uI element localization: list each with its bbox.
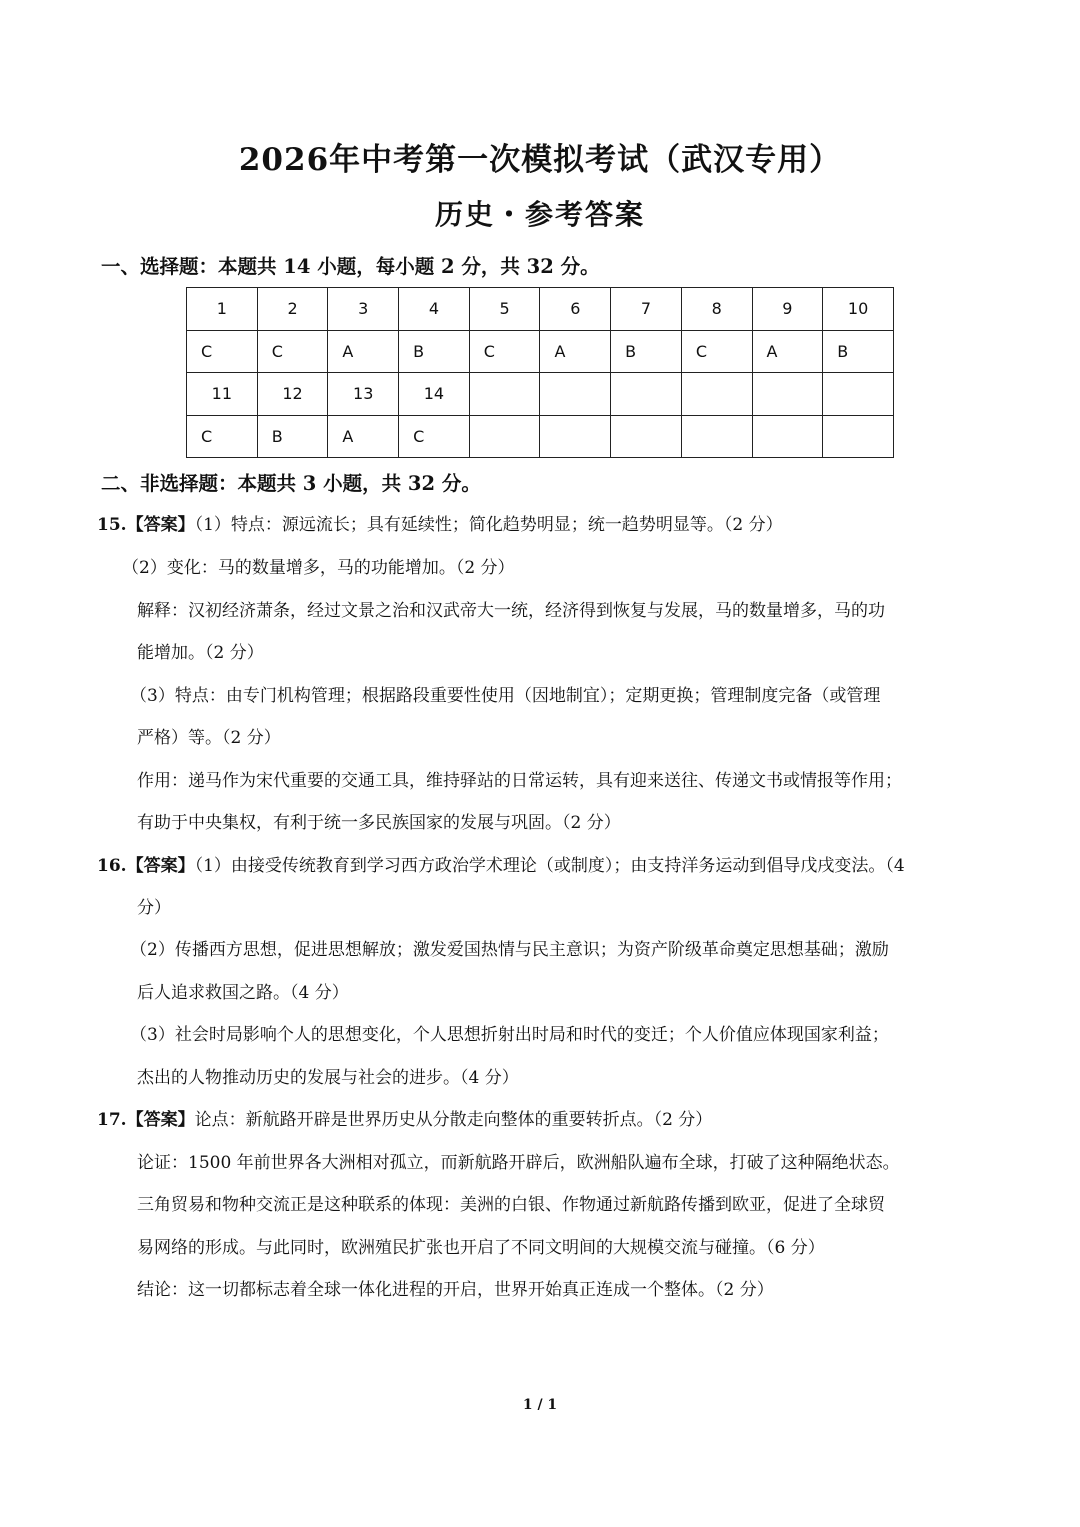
q16-line-6: 杰出的人物推动历史的发展与社会的进步。（4 分） — [137, 1068, 519, 1088]
q16-answer-tag: 【答案】 — [126, 856, 195, 876]
q15-line-1 — [97, 513, 783, 537]
answer-cell: B — [399, 330, 470, 373]
q15-line-6: 严格）等。（2 分） — [137, 728, 281, 748]
question-number-cell: 2 — [257, 288, 328, 331]
question-number-cell: 3 — [328, 288, 399, 331]
q17-line-4: 易网络的形成。与此同时，欧洲殖民扩张也开启了不同文明间的大规模交流与碰撞。（6 分） — [137, 1238, 825, 1258]
answer-cell — [681, 415, 752, 458]
q17-line-1 — [97, 1108, 712, 1132]
q16-number: 16. — [97, 856, 127, 876]
answer-table-row — [187, 330, 894, 373]
question-number-cell: 4 — [399, 288, 470, 331]
question-number-cell: 8 — [681, 288, 752, 331]
q15-line-5: （3）特点：由专门机构管理；根据路段重要性使用（因地制宜）；定期更换；管理制度完备（或管理 — [130, 686, 881, 706]
q15-number: 15. — [97, 515, 127, 535]
question-number-cell — [540, 373, 611, 416]
answer-cell: C — [399, 415, 470, 458]
answer-cell: C — [469, 330, 540, 373]
q16-line-5: （3）社会时局影响个人的思想变化，个人思想折射出时局和时代的变迁；个人价值应体现国家利益； — [130, 1025, 889, 1045]
answer-table-row — [187, 373, 894, 416]
answer-cell — [469, 415, 540, 458]
q16-line-4: 后人追求救国之路。（4 分） — [137, 983, 349, 1003]
q15-line-7: 作用：递马作为宋代重要的交通工具，维持驿站的日常运转，具有迎来送往、传递文书或情报等作用； — [137, 771, 902, 791]
section1-heading: 一、选择题：本题共 14 小题，每小题 2 分，共 32 分。 — [101, 255, 600, 278]
q17-text-1: 论点：新航路开辟是世界历史从分散走向整体的重要转折点。（2 分） — [194, 1110, 713, 1130]
question-number-cell — [469, 373, 540, 416]
q17-number: 17. — [97, 1110, 127, 1130]
page-number: 1 / 1 — [522, 1397, 558, 1413]
answer-cell: C — [187, 415, 258, 458]
answer-cell: B — [611, 330, 682, 373]
answer-cell: B — [823, 330, 894, 373]
q15-answer-tag: 【答案】 — [126, 515, 195, 535]
question-number-cell — [823, 373, 894, 416]
page-title: 2026年中考第一次模拟考试（武汉专用） — [238, 142, 842, 178]
section2-heading: 二、非选择题：本题共 3 小题，共 32 分。 — [101, 472, 481, 495]
question-number-cell: 12 — [257, 373, 328, 416]
answer-table — [186, 287, 894, 458]
q17-answer-tag: 【答案】 — [126, 1110, 195, 1130]
page-subtitle: 历史・参考答案 — [434, 198, 645, 231]
question-number-cell: 7 — [611, 288, 682, 331]
q17-line-3: 三角贸易和物种交流正是这种联系的体现：美洲的白银、作物通过新航路传播到欧亚，促进了全球贸 — [137, 1195, 885, 1215]
answer-cell: A — [328, 330, 399, 373]
question-number-cell: 14 — [399, 373, 470, 416]
answer-cell: A — [752, 330, 823, 373]
answer-cell: A — [540, 330, 611, 373]
answer-table-row — [187, 288, 894, 331]
q15-line-4: 能增加。（2 分） — [137, 643, 264, 663]
q15-line-3: 解释：汉初经济萧条，经过文景之治和汉武帝大一统，经济得到恢复与发展，马的数量增多，马的功 — [137, 601, 885, 621]
question-number-cell: 1 — [187, 288, 258, 331]
q16-line-1 — [97, 854, 905, 878]
answer-cell — [752, 415, 823, 458]
q17-line-5: 结论：这一切都标志着全球一体化进程的开启，世界开始真正连成一个整体。（2 分） — [137, 1280, 774, 1300]
answer-cell — [611, 415, 682, 458]
answer-cell: A — [328, 415, 399, 458]
q16-line-2: 分） — [137, 898, 171, 918]
question-number-cell: 6 — [540, 288, 611, 331]
question-number-cell — [611, 373, 682, 416]
q15-line-8: 有助于中央集权，有利于统一多民族国家的发展与巩固。（2 分） — [137, 813, 621, 833]
answer-cell: C — [257, 330, 328, 373]
answer-cell — [823, 415, 894, 458]
question-number-cell — [752, 373, 823, 416]
question-number-cell — [681, 373, 752, 416]
answer-cell — [540, 415, 611, 458]
q16-text-1: （1）由接受传统教育到学习西方政治学术理论（或制度）；由支持洋务运动到倡导戊戌变法。（4 — [194, 856, 905, 876]
q16-line-3: （2）传播西方思想，促进思想解放；激发爱国热情与民主意识；为资产阶级革命奠定思想基础；激励 — [130, 940, 889, 960]
q15-text-1: （1）特点：源远流长；具有延续性；简化趋势明显；统一趋势明显等。（2 分） — [194, 515, 783, 535]
answer-cell: C — [681, 330, 752, 373]
q17-line-2: 论证：1500 年前世界各大洲相对孤立，而新航路开辟后，欧洲船队遍布全球，打破了这种隔绝状态。 — [137, 1153, 900, 1173]
answer-cell: B — [257, 415, 328, 458]
question-number-cell: 9 — [752, 288, 823, 331]
question-number-cell: 5 — [469, 288, 540, 331]
question-number-cell: 13 — [328, 373, 399, 416]
answer-cell: C — [187, 330, 258, 373]
question-number-cell: 10 — [823, 288, 894, 331]
q15-line-2: （2）变化：马的数量增多，马的功能增加。（2 分） — [122, 558, 515, 578]
answer-table-row — [187, 415, 894, 458]
question-number-cell: 11 — [187, 373, 258, 416]
